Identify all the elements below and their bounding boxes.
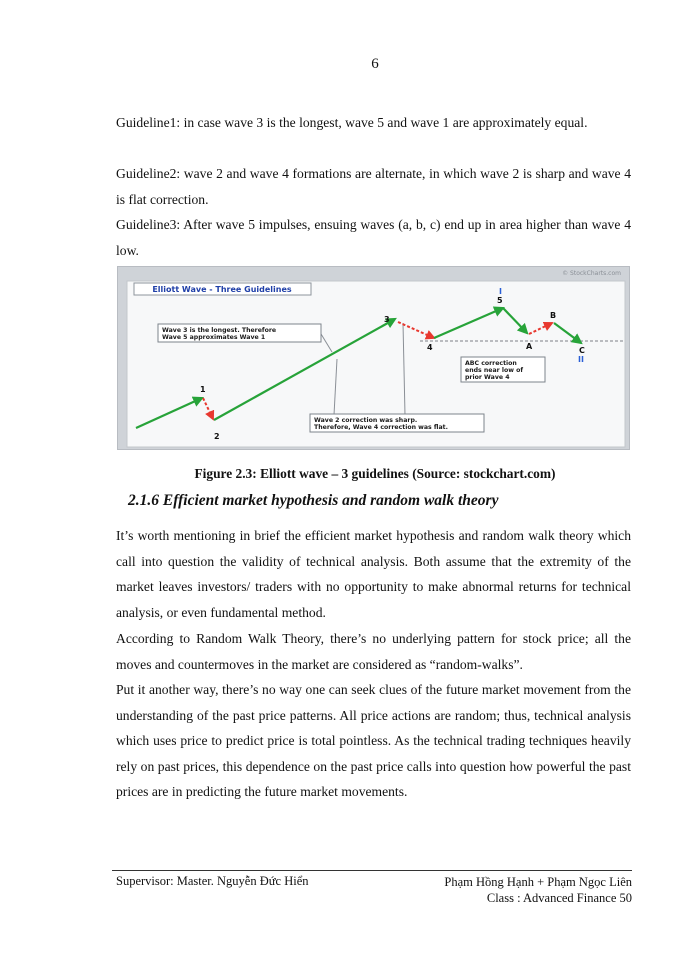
guideline-1: Guideline1: in case wave 3 is the longest, wave 5 and wave 1 are approximately equal. — [116, 115, 588, 130]
figure-caption: Figure 2.3: Elliott wave – 3 guidelines (Source: stockchart.com) — [194, 466, 556, 481]
paragraph-random-walk: According to Random Walk Theory, there’s no underlying pattern for stock price; all the moves and countermoves in the market are considered as “random-walks”. — [116, 631, 631, 672]
footer-divider — [112, 870, 632, 871]
roman-label-i: I — [499, 287, 502, 296]
wave-label-3: 3 — [384, 315, 390, 324]
callout-abc-line3: prior Wave 4 — [465, 374, 510, 381]
elliott-wave-figure — [117, 266, 630, 450]
wave-label-5: 5 — [497, 296, 503, 305]
elliott-wave-chart — [118, 267, 631, 451]
callout-abc-line2: ends near low of — [465, 367, 524, 374]
footer-supervisor: Supervisor: Master. Nguyễn Đức Hiển — [116, 874, 309, 888]
guideline-3: Guideline3: After wave 5 impulses, ensuing waves (a, b, c) end up in area higher than wave 4 low. — [116, 217, 631, 258]
paragraph-efficient-market: It’s worth mentioning in brief the efficient market hypothesis and random walk theory which call into question the validity of technical analysis. Both assume that the extremity of the market leaves investors/ traders with no opportunity to make abnormal returns for technical analysis, or even fundamental method. — [116, 528, 631, 620]
callout-wave3-line2: Wave 5 approximates Wave 1 — [162, 334, 266, 341]
wave-label-1: 1 — [200, 385, 206, 394]
footer-authors: Phạm Hồng Hạnh + Phạm Ngọc Liên — [444, 875, 632, 889]
wave-label-4: 4 — [427, 343, 433, 352]
callout-abc-line1: ABC correction — [465, 360, 517, 367]
section-heading: 2.1.6 Efficient market hypothesis and random walk theory — [128, 492, 499, 509]
callout-wave2-line1: Wave 2 correction was sharp. — [314, 417, 418, 424]
page-number: 6 — [371, 56, 379, 72]
chart-title: Elliott Wave - Three Guidelines — [152, 285, 292, 294]
footer-class: Class : Advanced Finance 50 — [486, 891, 632, 905]
wave-label-a: A — [526, 342, 533, 351]
guideline-2: Guideline2: wave 2 and wave 4 formations are alternate, in which wave 2 is sharp and wave 4 is flat correction. — [116, 166, 631, 207]
roman-label-ii: II — [578, 355, 584, 364]
footer-authors-block — [444, 874, 632, 906]
paragraph-past-prices: Put it another way, there’s no way one can seek clues of the future market movement from the understanding of the past price patterns. All price actions are random; thus, technical analysis which uses price to predict price is total pointless. As the technical trading techniques heavily rely on past prices, this dependence on the past price calls into question how powerful the past prices are in predicting the future market movements. — [116, 682, 631, 799]
wave-label-2: 2 — [214, 432, 220, 441]
wave-label-b: B — [550, 311, 557, 320]
callout-wave2-line2: Therefore, Wave 4 correction was flat. — [314, 424, 448, 431]
stockcharts-watermark: © StockCharts.com — [562, 270, 621, 277]
callout-wave3-line1: Wave 3 is the longest. Therefore — [162, 327, 277, 334]
wave-label-c: C — [579, 346, 585, 355]
